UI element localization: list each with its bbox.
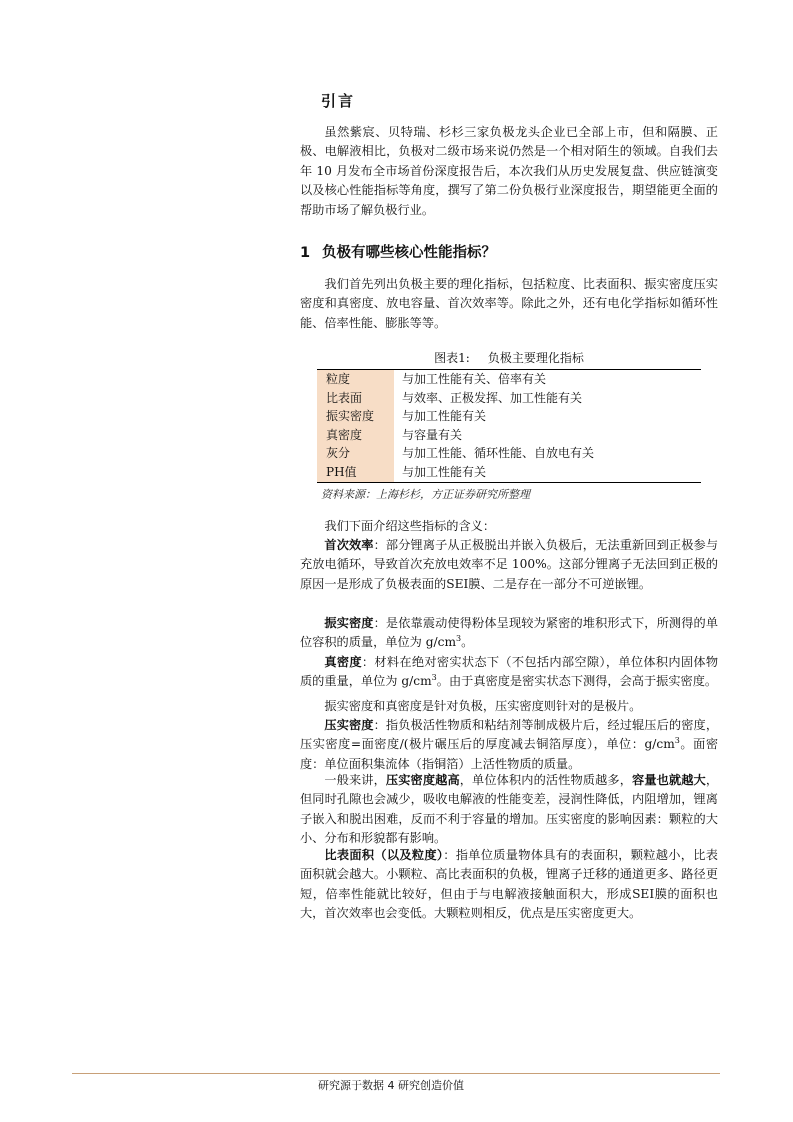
surface-area-paragraph — [300, 846, 718, 924]
indicator-name: 粒度 — [317, 370, 394, 389]
figure-source-note: 资料来源：上海杉杉，方正证券研究所整理 — [321, 488, 530, 501]
indicator-table — [317, 369, 701, 483]
figure-caption — [300, 349, 718, 366]
unit-superscript: 3 — [431, 673, 437, 683]
tap-density-paragraph — [300, 614, 718, 653]
intro-heading: 引言 — [321, 92, 356, 110]
indicator-name: 比表面 — [317, 389, 394, 408]
intro-paragraph: 虽然紫宸、贝特瑞、杉杉三家负极龙头企业已全部上市，但和隔膜、正极、电解液相比，负极对二级市场来说仍然是一个相对陌生的领域。自我们去年 10 月发布全市场首份深度报告后，本次我们从历史发展复盘、供应链演变以及核心性能指标等角度，撰写了第二份负极行业深度报告，期望能更全面的帮助市场了解负极行业。 — [300, 125, 718, 217]
table-row — [317, 389, 701, 408]
indicator-description: 与容量有关 — [402, 427, 463, 442]
indicator-name: PH值 — [317, 463, 394, 482]
tap-density-text: ：是依靠震动使得粉体呈现较为紧密的堆积形式下，所测得的单位容积的质量，单位为 g/cm — [300, 616, 719, 650]
general-text-a: 一般来讲， — [324, 773, 386, 787]
compaction-density-paragraph — [300, 716, 718, 774]
true-density-paragraph — [300, 653, 718, 692]
tap-density-term: 振实密度 — [324, 616, 374, 630]
indicator-name: 真密度 — [317, 426, 394, 445]
table-row — [317, 463, 701, 482]
section-1-intro-paragraph: 我们首先列出负极主要的理化指标，包括粒度、比表面积、振实密度压实密度和真密度、放电容量、首次效率等。除此之外，还有电化学指标如循环性能、倍率性能、膨胀等等。 — [300, 277, 718, 330]
compaction-density-term: 压实密度 — [324, 718, 374, 732]
true-density-text-a: ：材料在绝对密实状态下（不包括内部空隙），单位体积内固体物质的重量，单位为 g/cm — [300, 655, 719, 689]
footer-divider — [72, 1073, 720, 1074]
true-density-text-b: 。由于真密度是密实状态下测得，会高于振实密度。 — [436, 674, 718, 689]
table-row — [317, 370, 701, 389]
capacity-large-term: 容量也就越大 — [632, 773, 706, 787]
general-text-c: ，但同时孔隙也会减少，吸收电解液的性能变差，浸润性降低，内阻增加，锂离子嵌入和脱出困难，反而不利于容量的增加。压实密度的影响因素：颗粒的大小、分布和形貌都有影响。 — [300, 773, 719, 846]
table-row — [317, 426, 701, 445]
section-1-heading — [300, 241, 496, 262]
indicator-description: 与加工性能、循环性能、自放电有关 — [402, 446, 595, 461]
density-comparison-paragraph: 振实密度和真密度是针对负极，压实密度则针对的是极片。 — [324, 699, 642, 713]
compaction-density-text-b: 。面密度：单位面积集流体（指铜箔）上活性物质的质量。 — [300, 737, 719, 771]
surface-area-text: ：指单位质量物体具有的表面积，颗粒越小，比表面积就会越大。小颗粒、高比表面积的负极，锂离子迁移的通道更多、路径更短，倍率性能就比较好，但由于与电解液接触面积大，形成SEI膜的面积也大，首次效率也会变低。大颗粒则相反，优点是压实密度更大。 — [300, 848, 718, 921]
indicator-description: 与加工性能有关 — [402, 409, 487, 424]
table-row — [317, 444, 701, 463]
compaction-effect-paragraph — [300, 771, 718, 849]
surface-area-term: 比表面积（以及粒度） — [324, 848, 444, 862]
figure-title: 负极主要理化指标 — [487, 351, 584, 365]
first-efficiency-term: 首次效率 — [324, 538, 374, 552]
compaction-density-text-a: ：指负极活性物质和粘结剂等制成极片后，经过辊压后的密度，压实密度=面密度/(极片碾压后的厚度减去铜箔厚度），单位：g/cm — [300, 718, 719, 752]
footer-slogan: 研究源于数据 4 研究创造价值 — [318, 1079, 464, 1092]
unit-superscript: 3 — [456, 634, 462, 644]
section-title: 负极有哪些核心性能指标？ — [322, 245, 496, 261]
first-efficiency-paragraph — [300, 536, 718, 594]
compaction-high-term: 压实密度越高 — [385, 773, 460, 787]
unit-superscript: 3 — [674, 736, 680, 746]
indicator-description: 与加工性能有关 — [402, 464, 487, 479]
indicator-name: 灰分 — [317, 444, 394, 463]
indicator-name: 振实密度 — [317, 407, 394, 426]
indicator-description: 与加工性能有关、倍率有关 — [402, 372, 547, 386]
true-density-term: 真密度 — [324, 655, 362, 669]
indicator-description: 与效率、正极发挥、加工性能有关 — [402, 390, 583, 405]
figure-label: 图表1: — [434, 351, 470, 365]
section-number: 1 — [300, 245, 311, 261]
general-text-b: ，单位体积内的活性物质越多， — [459, 773, 633, 787]
table-row — [317, 407, 701, 426]
first-efficiency-text: ：部分锂离子从正极脱出并嵌入负极后，无法重新回到正极参与充放电循环，导致首次充放电效率不足 100%。这部分锂离子无法回到正极的原因一是形成了负极表面的SEI膜、二是存在一部分不可逆嵌锂。 — [300, 538, 719, 591]
definitions-lead: 我们下面介绍这些指标的含义： — [324, 519, 496, 533]
tap-density-end: 。 — [461, 635, 474, 650]
